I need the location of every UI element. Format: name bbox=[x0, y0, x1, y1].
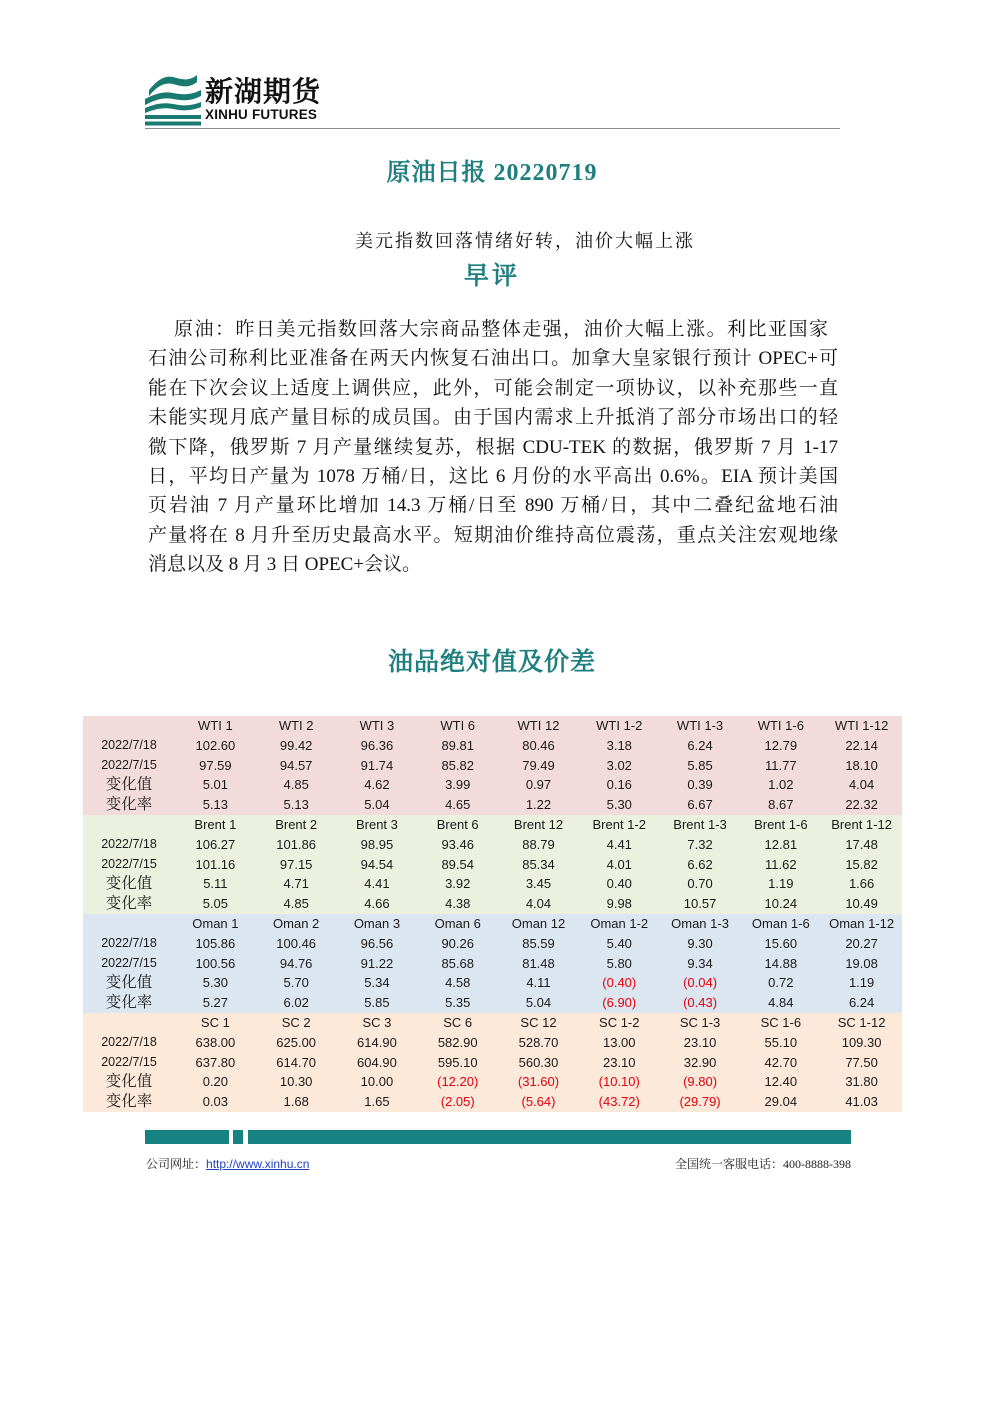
table-cell: 9.34 bbox=[687, 955, 713, 971]
table-row bbox=[83, 795, 902, 815]
table-cell: 5.40 bbox=[606, 935, 632, 951]
column-header: Brent 3 bbox=[355, 816, 398, 832]
table-cell: 100.46 bbox=[276, 935, 317, 951]
table-cell: 4.58 bbox=[445, 975, 471, 991]
table-cell: 5.05 bbox=[202, 896, 229, 912]
footer-hotline: 全国统一客服电话：400-8888-398 bbox=[675, 1157, 851, 1171]
table-cell: 4.01 bbox=[606, 856, 632, 872]
table-cell: 14.88 bbox=[764, 955, 798, 971]
row-label bbox=[83, 815, 175, 835]
column-header: Brent 2 bbox=[275, 816, 318, 832]
table-cell: 85.34 bbox=[522, 856, 555, 872]
table-header-row bbox=[83, 914, 902, 934]
table-cell: 88.79 bbox=[522, 836, 555, 852]
table-cell: 4.84 bbox=[768, 995, 794, 1011]
table-row bbox=[83, 1072, 902, 1092]
table-cell: 3.18 bbox=[606, 737, 632, 753]
column-header: WTI 1-12 bbox=[834, 718, 889, 733]
column-header: Brent 1 bbox=[194, 816, 237, 832]
table-cell: 18.10 bbox=[845, 757, 878, 773]
row-label: 变化值 bbox=[105, 1073, 153, 1091]
column-header: WTI 1-6 bbox=[757, 718, 804, 733]
table-cell: 41.03 bbox=[845, 1094, 878, 1110]
table-cell: 10.24 bbox=[764, 896, 798, 912]
paragraph-line: 石油公司称利比亚准备在两天内恢复石油出口。加拿大皇家银行预计 OPEC+可 bbox=[148, 348, 838, 370]
table-section bbox=[83, 716, 902, 815]
table-cell: 1.68 bbox=[283, 1094, 309, 1110]
row-label bbox=[83, 914, 175, 934]
table-cell: 4.65 bbox=[445, 797, 471, 813]
column-header: SC 1-2 bbox=[599, 1014, 640, 1030]
column-header: WTI 1-2 bbox=[596, 718, 643, 733]
column-header: Brent 6 bbox=[436, 816, 479, 832]
row-label: 2022/7/18 bbox=[101, 935, 157, 950]
table-cell: (10.10) bbox=[598, 1074, 640, 1090]
table-cell: 22.32 bbox=[845, 797, 878, 813]
column-header: Brent 12 bbox=[513, 816, 564, 832]
table-header-row bbox=[83, 815, 902, 835]
table-cell: 101.16 bbox=[195, 856, 236, 872]
table-cell: 582.90 bbox=[437, 1034, 478, 1050]
table-cell: 85.68 bbox=[441, 955, 474, 971]
table-cell: 13.00 bbox=[602, 1034, 636, 1050]
table-cell: 0.16 bbox=[606, 777, 632, 793]
table-cell: 5.85 bbox=[364, 995, 390, 1011]
table-row bbox=[83, 934, 902, 954]
table-cell: (0.40) bbox=[602, 975, 637, 991]
table-cell: 99.42 bbox=[279, 737, 313, 753]
table-cell: (31.60) bbox=[517, 1074, 560, 1090]
table-row bbox=[83, 894, 902, 914]
column-header: WTI 1 bbox=[198, 718, 233, 733]
table-cell: 4.66 bbox=[364, 896, 390, 912]
table-cell: 5.85 bbox=[687, 757, 713, 773]
table-cell: 77.50 bbox=[845, 1054, 878, 1070]
table-cell: 96.36 bbox=[360, 737, 394, 753]
table-cell: 55.10 bbox=[764, 1034, 798, 1050]
table-cell: 9.98 bbox=[606, 896, 632, 912]
table-cell: 91.22 bbox=[360, 955, 394, 971]
row-label: 2022/7/15 bbox=[101, 1054, 157, 1069]
row-label: 变化值 bbox=[105, 776, 153, 794]
paragraph-line: 日，平均日产量为 1078 万桶/日，这比 6 月份的水平高出 0.6%。EIA 预计美国 bbox=[148, 465, 838, 487]
table-cell: 12.81 bbox=[764, 836, 798, 852]
table-cell: 5.04 bbox=[364, 797, 390, 813]
table-row bbox=[83, 736, 902, 756]
table-cell: 80.46 bbox=[522, 737, 555, 753]
table-cell: 5.30 bbox=[606, 797, 632, 813]
table-cell: (2.05) bbox=[440, 1094, 475, 1110]
table-cell: 10.30 bbox=[279, 1074, 313, 1090]
row-label: 2022/7/18 bbox=[101, 737, 157, 752]
table-cell: 5.80 bbox=[606, 955, 632, 971]
table-cell: 102.60 bbox=[195, 737, 236, 753]
report-title: 原油日报 20220719 bbox=[386, 160, 598, 186]
table-cell: 98.95 bbox=[360, 836, 394, 852]
table-section bbox=[83, 914, 902, 1013]
table-cell: 0.72 bbox=[768, 975, 794, 991]
table-cell: 23.10 bbox=[602, 1054, 636, 1070]
column-header: Brent 1-2 bbox=[592, 816, 646, 832]
table-cell: 5.30 bbox=[202, 975, 229, 991]
column-header: Oman 1 bbox=[192, 915, 239, 931]
row-label bbox=[83, 1013, 175, 1033]
table-cell: 6.02 bbox=[283, 995, 309, 1011]
paragraph-line: 原油：昨日美元指数回落大宗商品整体走强，油价大幅上涨。利比亚国家 bbox=[174, 319, 828, 340]
table-cell: 94.57 bbox=[279, 757, 313, 773]
brand-name-en: XINHU FUTURES bbox=[205, 107, 318, 122]
table-cell: 614.70 bbox=[276, 1054, 317, 1070]
row-label: 变化值 bbox=[105, 875, 153, 893]
footer-bar bbox=[248, 1130, 851, 1144]
table-row bbox=[83, 835, 902, 855]
table-cell: 15.60 bbox=[764, 935, 798, 951]
paragraph-line: 未能实现月底产量目标的成员国。由于国内需求上升抵消了部分市场出口的轻 bbox=[148, 407, 838, 429]
table-row bbox=[83, 993, 902, 1013]
paragraph-line: 页岩油 7 月产量环比增加 14.3 万桶/日至 890 万桶/日，其中二叠纪盆地石油 bbox=[148, 495, 838, 517]
table-cell: 17.48 bbox=[845, 836, 878, 852]
table-cell: 10.00 bbox=[360, 1074, 394, 1090]
oil-price-table bbox=[83, 716, 902, 1112]
table-cell: 5.13 bbox=[283, 797, 309, 813]
table-cell: 5.11 bbox=[203, 876, 228, 892]
table-cell: 100.56 bbox=[195, 955, 236, 971]
table-cell: 94.76 bbox=[279, 955, 313, 971]
table-cell: 0.40 bbox=[606, 876, 632, 892]
table-row bbox=[83, 1092, 902, 1112]
row-label: 变化率 bbox=[105, 895, 153, 913]
column-header: SC 2 bbox=[281, 1014, 311, 1030]
row-label: 变化率 bbox=[105, 994, 153, 1012]
table-cell: 528.70 bbox=[518, 1034, 559, 1050]
column-header: WTI 3 bbox=[359, 718, 395, 733]
row-label: 2022/7/15 bbox=[101, 757, 157, 772]
table-header-row bbox=[83, 1013, 902, 1033]
table-cell: 0.03 bbox=[202, 1094, 229, 1110]
footer-website bbox=[146, 1156, 309, 1172]
table-cell: 7.32 bbox=[687, 836, 713, 852]
column-header: Oman 6 bbox=[434, 915, 481, 931]
table-cell: 5.34 bbox=[364, 975, 390, 991]
table-cell: 101.86 bbox=[276, 836, 317, 852]
table-cell: 32.90 bbox=[683, 1054, 717, 1070]
table-cell: 638.00 bbox=[195, 1034, 236, 1050]
table-cell: (9.80) bbox=[683, 1074, 718, 1090]
table-cell: 93.46 bbox=[441, 836, 474, 852]
table-cell: 6.24 bbox=[687, 737, 713, 753]
table-cell: 5.35 bbox=[445, 995, 471, 1011]
column-header: Oman 12 bbox=[511, 915, 566, 931]
table-cell: 6.62 bbox=[687, 856, 713, 872]
table-cell: 10.57 bbox=[683, 896, 717, 912]
table-row bbox=[83, 1033, 902, 1053]
column-header: Brent 1-3 bbox=[673, 816, 727, 832]
table-row bbox=[83, 954, 902, 974]
table-cell: 4.11 bbox=[526, 975, 551, 991]
table-cell: 1.19 bbox=[768, 876, 794, 892]
table-cell: 89.81 bbox=[441, 737, 474, 753]
table-row bbox=[83, 874, 902, 894]
footer-bar bbox=[145, 1130, 229, 1144]
table-cell: 4.71 bbox=[283, 876, 309, 892]
table-cell: 4.85 bbox=[283, 896, 309, 912]
table-cell: 0.70 bbox=[687, 876, 713, 892]
table-cell: 29.04 bbox=[764, 1094, 798, 1110]
table-cell: 4.85 bbox=[283, 777, 309, 793]
table-cell: 4.04 bbox=[525, 896, 552, 912]
column-header: Oman 1-3 bbox=[671, 915, 729, 931]
paragraph-line: 产量将在 8 月升至历史最高水平。短期油价维持高位震荡，重点关注宏观地缘 bbox=[148, 524, 838, 546]
row-label: 变化值 bbox=[105, 974, 153, 992]
table-cell: 5.70 bbox=[283, 975, 309, 991]
table-cell: 3.45 bbox=[525, 876, 552, 892]
table-cell: (12.20) bbox=[437, 1074, 479, 1090]
table-cell: 1.22 bbox=[525, 797, 552, 813]
table-cell: 1.02 bbox=[768, 777, 794, 793]
table-cell: 109.30 bbox=[841, 1034, 882, 1050]
table-cell: 19.08 bbox=[845, 955, 878, 971]
table-cell: 96.56 bbox=[360, 935, 394, 951]
table-heading: 油品绝对值及价差 bbox=[387, 649, 596, 676]
header-divider bbox=[145, 128, 840, 129]
column-header: WTI 6 bbox=[440, 718, 476, 733]
column-header: Oman 1-2 bbox=[590, 915, 649, 931]
table-cell: 0.39 bbox=[687, 777, 713, 793]
table-cell: 6.67 bbox=[687, 797, 713, 813]
table-cell: 85.59 bbox=[522, 935, 555, 951]
column-header: Oman 3 bbox=[353, 915, 401, 931]
table-cell: 604.90 bbox=[357, 1054, 397, 1070]
table-cell: 560.30 bbox=[518, 1054, 559, 1070]
table-cell: 106.27 bbox=[195, 836, 236, 852]
footer-bar-square bbox=[233, 1130, 243, 1144]
table-cell: 4.38 bbox=[445, 896, 471, 912]
column-header: WTI 1-3 bbox=[676, 718, 724, 733]
table-cell: 1.65 bbox=[364, 1094, 390, 1110]
table-section bbox=[83, 1013, 902, 1112]
row-label: 2022/7/15 bbox=[101, 856, 157, 871]
footer-website-label: 公司网址： bbox=[146, 1157, 207, 1171]
table-cell: (29.79) bbox=[679, 1094, 721, 1110]
table-cell: (0.04) bbox=[683, 975, 718, 991]
table-cell: 12.79 bbox=[764, 737, 798, 753]
table-cell: 89.54 bbox=[441, 856, 474, 872]
table-cell: 1.66 bbox=[848, 876, 875, 892]
table-row bbox=[83, 1053, 902, 1073]
table-cell: (5.64) bbox=[521, 1094, 556, 1110]
table-cell: 4.62 bbox=[364, 777, 390, 793]
table-cell: 81.48 bbox=[522, 955, 555, 971]
table-cell: 105.86 bbox=[195, 935, 236, 951]
column-header: Brent 1-12 bbox=[831, 816, 892, 832]
table-cell: 4.04 bbox=[848, 777, 875, 793]
table-cell: 90.26 bbox=[441, 935, 474, 951]
table-cell: 23.10 bbox=[683, 1034, 717, 1050]
table-cell: 3.92 bbox=[445, 876, 471, 892]
column-header: SC 1-3 bbox=[679, 1014, 721, 1030]
column-header: Oman 2 bbox=[273, 915, 320, 931]
table-row bbox=[83, 855, 902, 875]
table-cell: 5.13 bbox=[202, 797, 229, 813]
table-cell: 1.19 bbox=[848, 975, 875, 991]
table-cell: 12.40 bbox=[764, 1074, 798, 1090]
table-cell: 97.15 bbox=[279, 856, 313, 872]
table-cell: 625.00 bbox=[276, 1034, 317, 1050]
table-cell: 595.10 bbox=[437, 1054, 478, 1070]
review-heading: 早评 bbox=[463, 263, 520, 290]
wave-logo-icon bbox=[145, 72, 201, 126]
table-cell: 3.99 bbox=[445, 777, 471, 793]
table-cell: 0.20 bbox=[202, 1074, 229, 1090]
column-header: SC 3 bbox=[362, 1014, 392, 1030]
table-cell: 22.14 bbox=[845, 737, 878, 753]
table-cell: 8.67 bbox=[768, 797, 794, 813]
table-cell: 15.82 bbox=[845, 856, 878, 872]
column-header: WTI 12 bbox=[517, 718, 560, 733]
column-header: SC 12 bbox=[520, 1014, 557, 1030]
table-cell: 3.02 bbox=[606, 757, 632, 773]
paragraph-line: 能在下次会议上适度上调供应，此外，可能会制定一项协议，以补充那些一直 bbox=[148, 377, 838, 399]
column-header: Oman 1-6 bbox=[751, 915, 810, 931]
review-paragraph bbox=[148, 315, 838, 580]
table-cell: 614.90 bbox=[357, 1034, 397, 1050]
table-cell: (6.90) bbox=[602, 995, 637, 1011]
row-label: 变化率 bbox=[105, 1093, 153, 1111]
row-label: 变化率 bbox=[105, 796, 153, 814]
row-label: 2022/7/18 bbox=[101, 836, 157, 851]
row-label: 2022/7/15 bbox=[101, 955, 157, 970]
table-cell: 4.41 bbox=[364, 876, 390, 892]
table-cell: 9.30 bbox=[687, 935, 713, 951]
row-label bbox=[83, 716, 175, 736]
table-cell: 94.54 bbox=[360, 856, 394, 872]
table-cell: 10.49 bbox=[845, 896, 878, 912]
column-header: WTI 2 bbox=[278, 718, 314, 733]
column-header: SC 6 bbox=[443, 1014, 473, 1030]
table-row bbox=[83, 775, 902, 795]
row-label: 2022/7/18 bbox=[101, 1034, 157, 1049]
report-subtitle: 美元指数回落情绪好转，油价大幅上涨 bbox=[355, 231, 695, 251]
table-cell: 79.49 bbox=[522, 757, 555, 773]
column-header: Brent 1-6 bbox=[754, 816, 808, 832]
table-cell: 42.70 bbox=[764, 1054, 798, 1070]
table-cell: 6.24 bbox=[848, 995, 875, 1011]
table-cell: 11.77 bbox=[765, 757, 797, 773]
table-cell: 5.27 bbox=[202, 995, 229, 1011]
table-cell: 91.74 bbox=[360, 757, 394, 773]
table-cell: (0.43) bbox=[683, 995, 718, 1011]
table-cell: 20.27 bbox=[845, 935, 878, 951]
table-cell: 5.04 bbox=[525, 995, 552, 1011]
table-cell: 4.41 bbox=[606, 836, 632, 852]
column-header: SC 1 bbox=[200, 1014, 230, 1030]
table-cell: 5.01 bbox=[202, 777, 229, 793]
paragraph-line: 消息以及 8 月 3 日 OPEC+会议。 bbox=[148, 554, 422, 576]
table-cell: 0.97 bbox=[525, 777, 552, 793]
website-link[interactable]: http://www.xinhu.cn bbox=[206, 1157, 310, 1171]
table-cell: 97.59 bbox=[199, 757, 232, 773]
column-header: Oman 1-12 bbox=[829, 915, 895, 931]
table-cell: 85.82 bbox=[441, 757, 474, 773]
column-header: SC 1-6 bbox=[760, 1014, 802, 1030]
table-cell: 637.80 bbox=[195, 1054, 236, 1070]
table-cell: 11.62 bbox=[765, 856, 797, 872]
table-cell: (43.72) bbox=[598, 1094, 640, 1110]
paragraph-line: 微下降，俄罗斯 7 月产量继续复苏，根据 CDU-TEK 的数据，俄罗斯 7 月 1-17 bbox=[148, 436, 838, 458]
brand-name-cn: 新湖期货 bbox=[205, 75, 322, 108]
table-row bbox=[83, 756, 902, 776]
table-section bbox=[83, 815, 902, 914]
table-row bbox=[83, 973, 902, 993]
column-header: SC 1-12 bbox=[837, 1014, 886, 1030]
table-header-row bbox=[83, 716, 902, 736]
table-cell: 31.80 bbox=[845, 1074, 878, 1090]
